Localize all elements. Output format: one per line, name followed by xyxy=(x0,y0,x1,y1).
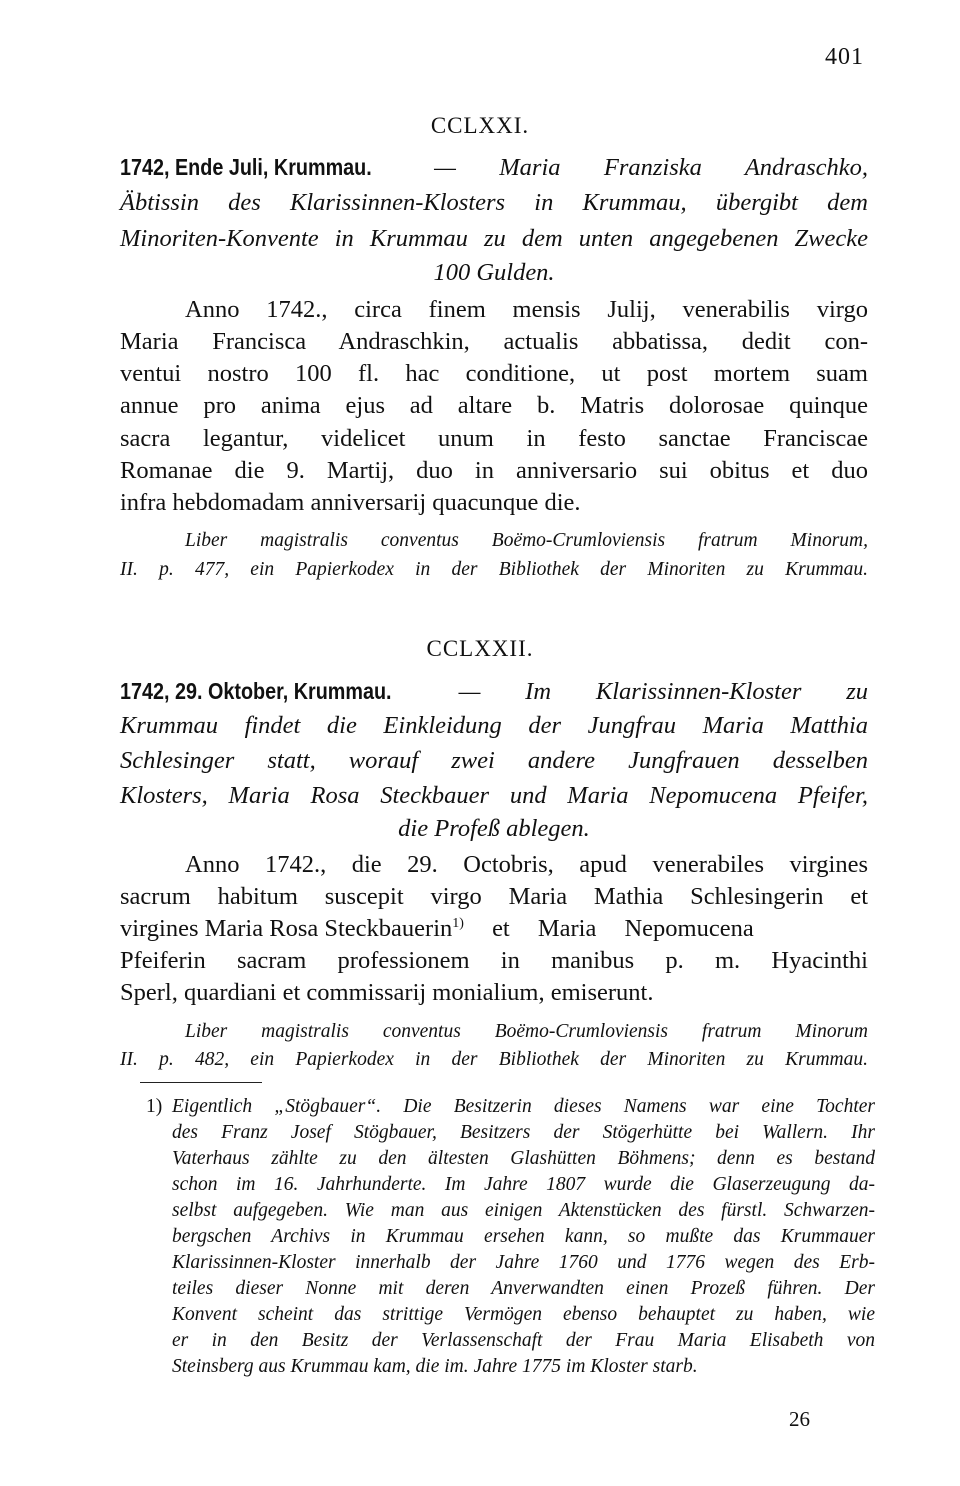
body-line: ventui nostro 100 fl. hac conditione, ut post mortem suam xyxy=(120,360,868,387)
section-heading-line: Krummau findet die Einkleidung der Jungfrau Maria Matthia xyxy=(120,712,868,739)
source-citation-line: Liber magistralis conventus Boëmo-Crumloviensis fratrum Minorum xyxy=(185,1021,868,1042)
footnote-line: Vaterhaus zählte zu den ältesten Glashütten Böhmens; denn es bestand xyxy=(172,1148,875,1169)
page-number: 401 xyxy=(825,44,864,70)
section-heading-line: Schlesinger statt, worauf zwei andere Jungfrauen desselben xyxy=(120,747,868,774)
body-text: et Maria Nepomucena xyxy=(463,915,754,942)
section-heading-line: Minoriten-Konvente in Krummau zu dem unten angegebenen Zwecke xyxy=(120,225,868,252)
source-citation-line: II. p. 482, ein Papierkodex in der Bibliothek der Minoriten zu Krummau. xyxy=(120,1049,868,1070)
body-line: Sperl, quardiani et commissarij monialium, emiserunt. xyxy=(120,979,654,1006)
signature-mark: 26 xyxy=(789,1407,810,1431)
body-line: Pfeiferin sacram professionem in manibus p. m. Hyacinthi xyxy=(120,947,868,974)
body-line: sacrum habitum suscepit virgo Maria Mathia Schlesingerin et xyxy=(120,883,868,910)
heading-date: 1742, 29. Oktober, Krummau. xyxy=(120,678,392,704)
footnote-line: des Franz Josef Stögbauer, Besitzers der Stögerhütte bei Wallern. Ihr xyxy=(172,1122,875,1143)
section-heading-line: 100 Gulden. xyxy=(433,259,555,286)
body-text: virgines Maria Rosa Steckbauerin xyxy=(120,915,453,942)
footnote-line: Eigentlich „Stögbauer“. Die Besitzerin dieses Namens war eine Tochter xyxy=(172,1096,875,1117)
footnote-line: er in den Besitz der Verlassenschaft der Frau Maria Elisabeth von xyxy=(172,1330,875,1351)
footnote-reference: 1) xyxy=(452,915,464,931)
footnote-line: teiles dieser Nonne mit deren Anverwandten einen Prozeß führen. Der xyxy=(172,1278,875,1299)
section-heading-line: Klosters, Maria Rosa Steckbauer und Maria Nepomucena Pfeifer, xyxy=(120,782,868,809)
section-heading-line xyxy=(120,152,868,183)
body-line: infra hebdomadam anniversarij quacunque die. xyxy=(120,489,581,516)
body-line: annue pro anima ejus ad altare b. Matris dolorosae quinque xyxy=(120,392,868,419)
body-line: Romanae die 9. Martij, duo in anniversario sui obitus et duo xyxy=(120,457,868,484)
section-heading-line: die Profeß ablegen. xyxy=(398,815,590,842)
section-numeral: CCLXXI. xyxy=(430,113,530,138)
section-heading-line: Äbtissin des Klarissinnen-Klosters in Krummau, übergibt dem xyxy=(120,189,868,216)
body-line: sacra legantur, videlicet unum in festo sanctae Franciscae xyxy=(120,425,868,452)
footnote-line: schon im 16. Jahrhunderte. Im Jahre 1807 wurde die Glaserzeugung da- xyxy=(172,1174,875,1195)
footnote-separator xyxy=(140,1082,262,1083)
footnote-line: Steinsberg aus Krummau kam, die im. Jahre 1775 im Kloster starb. xyxy=(172,1356,698,1377)
source-citation-line: II. p. 477, ein Papierkodex in der Bibliothek der Minoriten zu Krummau. xyxy=(120,559,868,580)
section-numeral: CCLXXII. xyxy=(426,636,534,661)
section-heading-line xyxy=(120,676,868,707)
heading-date: 1742, Ende Juli, Krummau. xyxy=(120,154,372,180)
footnote-line: bergschen Archivs in Krummau ersehen kann, so mußte das Krummauer xyxy=(172,1226,875,1247)
heading-text: — Maria Franziska Andraschko, xyxy=(390,154,868,181)
footnote-line: selbst aufgegeben. Wie man aus einigen Aktenstücken des fürstl. Schwarzen- xyxy=(172,1200,875,1221)
source-citation-line: Liber magistralis conventus Boëmo-Crumloviensis fratrum Minorum, xyxy=(185,530,868,551)
footnote-line: Klarissinnen-Kloster innerhalb der Jahre 1760 und 1776 wegen des Erb- xyxy=(172,1252,875,1273)
footnote-marker: 1) xyxy=(146,1096,163,1117)
body-line: Anno 1742., circa finem mensis Julij, venerabilis virgo xyxy=(185,296,868,323)
heading-text: — Im Klarissinnen-Kloster zu xyxy=(413,678,868,705)
body-line xyxy=(120,914,868,944)
body-line: Anno 1742., die 29. Octobris, apud venerabiles virgines xyxy=(185,851,868,878)
footnote-line: Konvent scheint das strittige Vermögen ebenso behauptet zu haben, wie xyxy=(172,1304,875,1325)
body-line: Maria Francisca Andraschkin, actualis abbatissa, dedit con- xyxy=(120,328,868,355)
